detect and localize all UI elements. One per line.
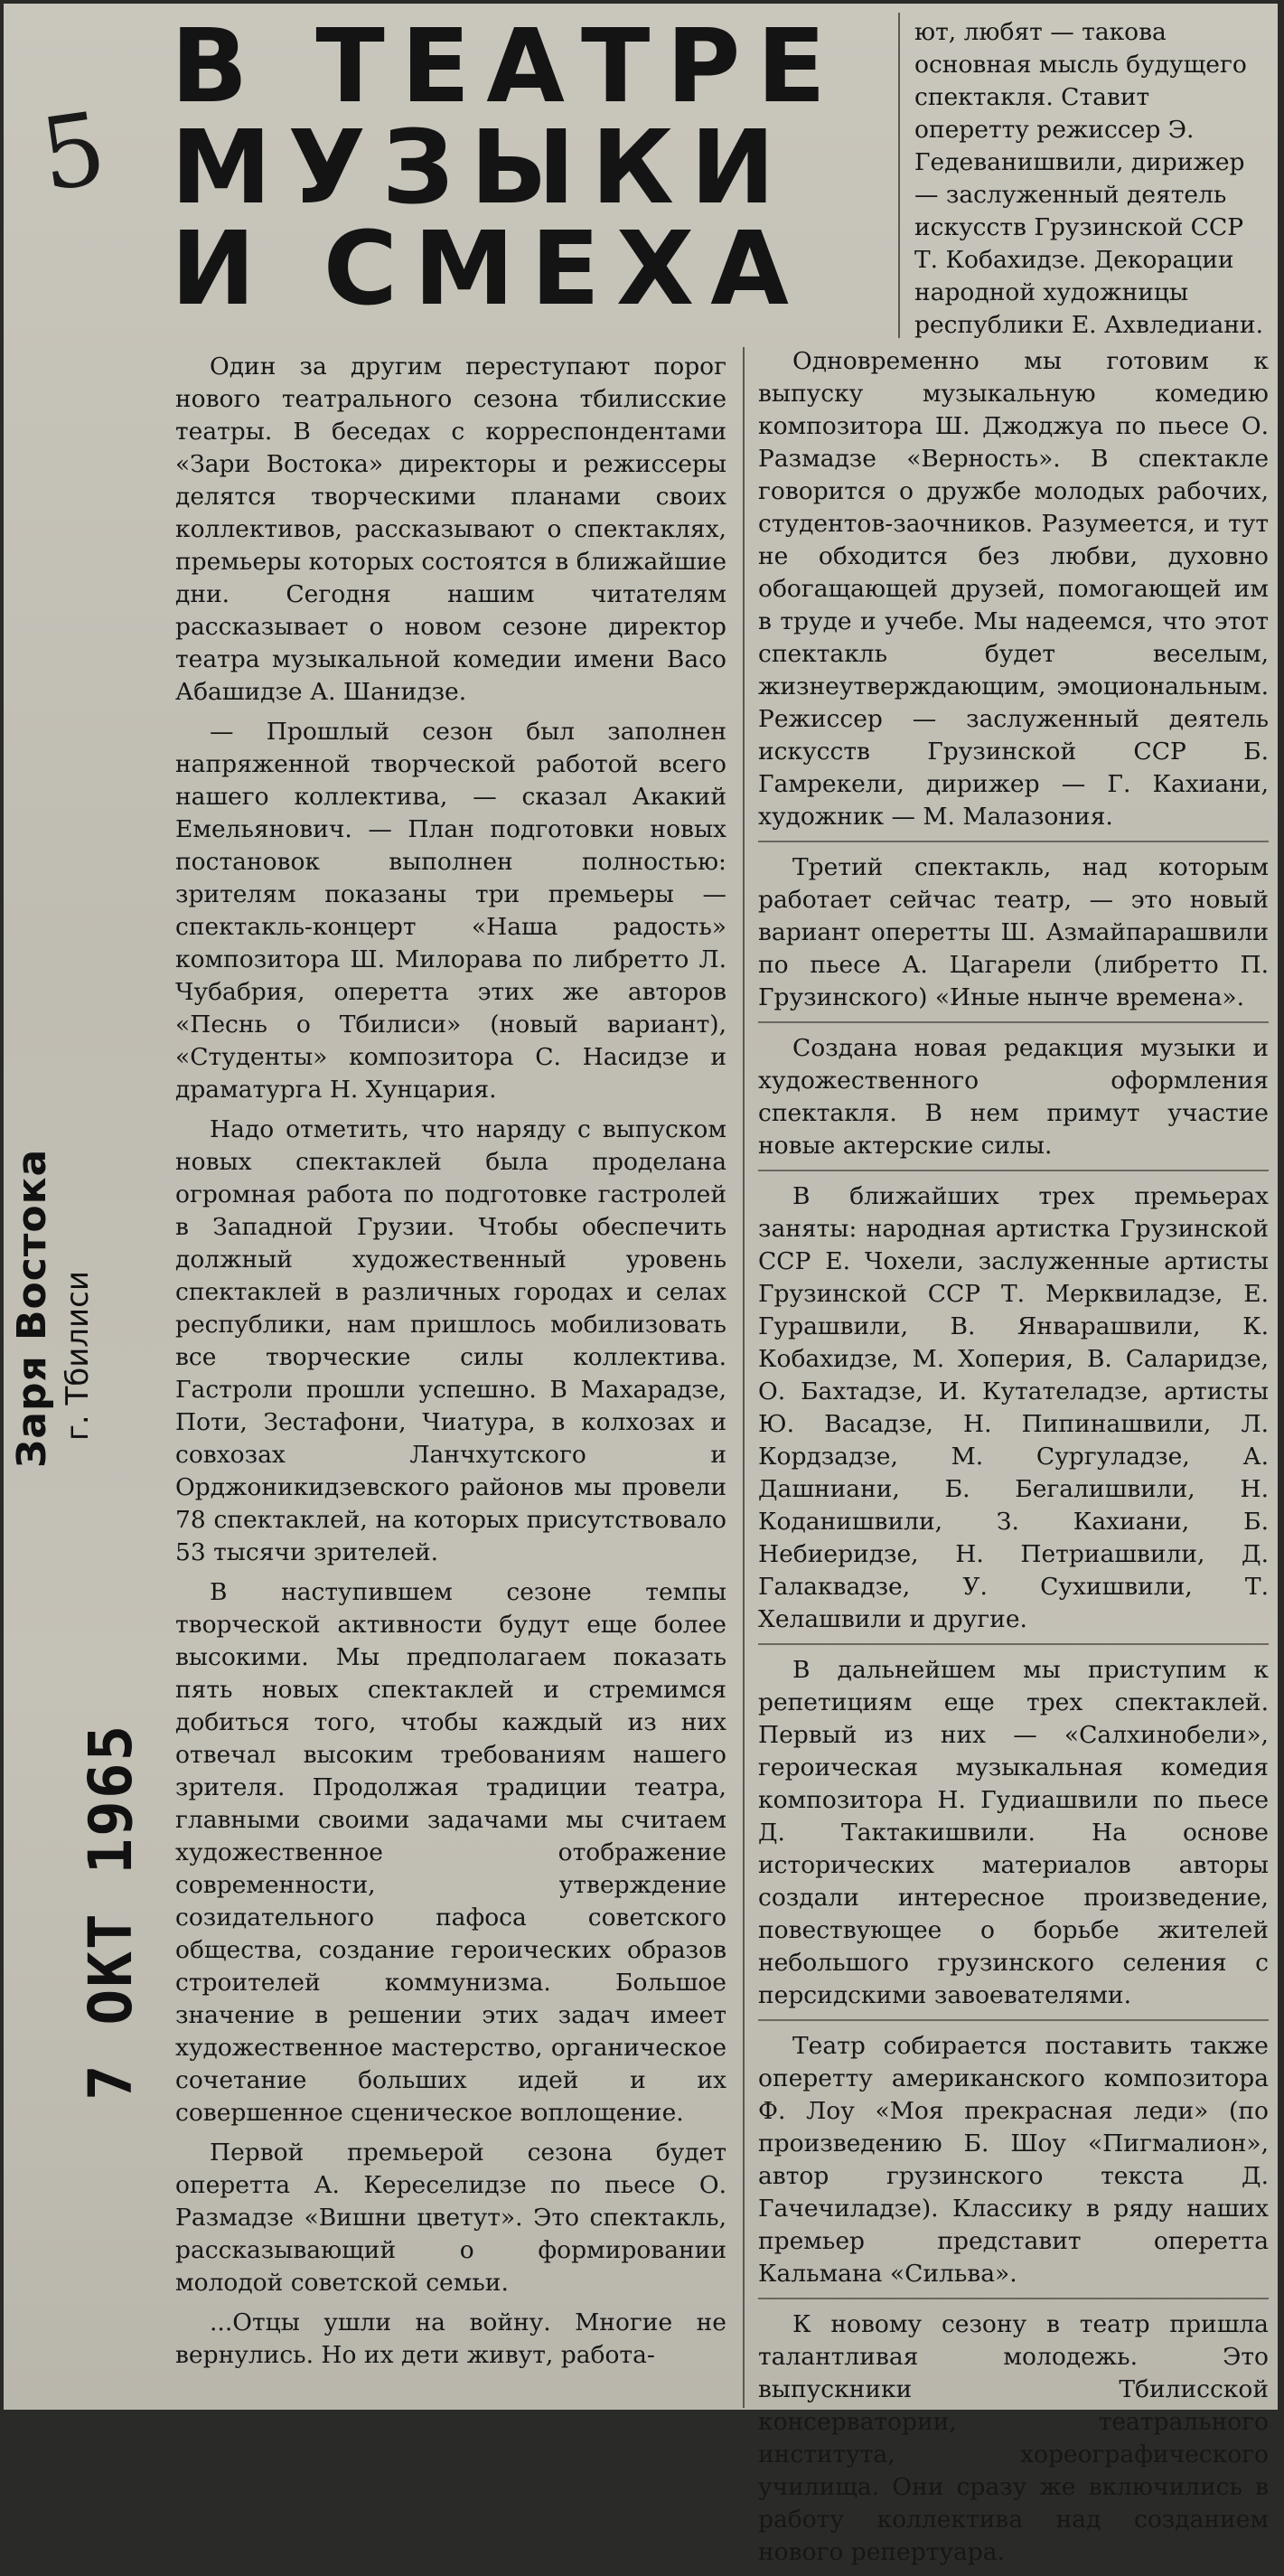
- paragraph-rule: [758, 2019, 1269, 2021]
- headline-line-2: МУЗЫКИ: [171, 109, 792, 227]
- paragraph: Театр собирается поставить также оперетту американского композитора Ф. Лоу «Моя прекрасная леди» (по произведению Б. Шоу «Пигмалион», автор грузинского текста Д. Гачечиладзе). Классику в ряду наших премьер представит оперетта Кальмана «Сильва».: [758, 2032, 1269, 2288]
- paragraph: Первой премьерой сезона будет оперетта А. Кереселидзе по пьесе О. Размадзе «Вишни цветут». Это спектакль, рассказывающий о формировании молодой советской семьи.: [175, 2139, 726, 2297]
- paragraph-rule: [758, 841, 1269, 842]
- right-top-column: [914, 16, 1267, 349]
- headline-divider: [898, 13, 900, 338]
- city-stamp: г. Тбилиси: [60, 1271, 96, 1441]
- handwritten-number: 5: [33, 89, 113, 214]
- column-divider: [743, 347, 745, 2408]
- paragraph: ют, любят — такова основная мысль будущего спектакля. Ставит оперетту режиссер Э. Гедеванишвили, дирижер — заслуженный деятель искусств Грузинской ССР Т. Кобахидзе. Декорации народной художницы республики Е. Ахвледиани.: [914, 18, 1264, 339]
- newspaper-clipping: [4, 4, 1278, 2566]
- paragraph: Третий спектакль, над которым работает сейчас театр, — это новый вариант оперетты Ш. Азмайпарашвили по пьесе А. Цагарели (либретто П. Грузинского) «Иные нынче времена».: [758, 853, 1269, 1011]
- paragraph: В дальнейшем мы приступим к репетициям еще трех спектаклей. Первый из них — «Салхинобели», героическая музыкальная комедия композитора Н. Гудиашвили по пьесе Д. Тактакишвили. На основе исторических материалов авторы создали интересное произведение, повествующее о борьбе жителей небольшого грузинского селения с персидскими завоевателями.: [758, 1656, 1269, 2009]
- paragraph: Надо отметить, что наряду с выпуском новых спектаклей была проделана огромная работа по подготовке гастролей в Западной Грузии. Чтобы обеспечить должный художественный уровень спектаклей в различных городах и селах республики, нам пришлось мобилизовать все творческие силы коллектива. Гастроли прошли успешно. В Махарадзе, Поти, Зестафони, Чиатура, в колхозах и совхозах Ланчхутского и Орджоникидзевского районов мы провели 78 спектаклей, на которых присутствовало 53 тысячи зрителей.: [175, 1115, 726, 1566]
- paragraph-rule: [758, 1170, 1269, 1171]
- paragraph: К новому сезону в театр пришла талантливая молодежь. Это выпускники Тбилисской консерватории, театрального института, хореографического училища. Они сразу же включились в работу коллектива над созданием нового репертуара.: [758, 2310, 1269, 2566]
- headline-line-1: В ТЕАТРЕ: [171, 8, 842, 126]
- paragraph: В наступившем сезоне темпы творческой активности будут еще более высокими. Мы предполагаем показать пять новых спектаклей и стремимся добиться того, чтобы каждый из них отвечал высоким требованиям нашего зрителя. Продолжая традиции театра, главными своими задачами мы считаем художественное отображение современности, утверждение созидательного пафоса советского общества, создание героических образов строителей коммунизма. Большое значение в решении этих задач имеет художественное мастерство, органическое сочетание больших идей и их совершенное сценическое воплощение.: [175, 1578, 726, 2127]
- paragraph: В ближайших трех премьерах заняты: народная артистка Грузинской ССР Е. Чохели, заслуженные артисты Грузинской ССР Т. Мерквиладзе, Е. Гурашвили, В. Январашвили, К. Кобахидзе, М. Хоперия, В. Саларидзе, О. Бахтадзе, И. Кутателадзе, артисты Ю. Васадзе, Н. Пипинашвили, Л. Кордзадзе, М. Сургуладзе, А. Дашниани, Б. Бегалишвили, Н. Коданишвили, З. Кахиани, Б. Небиеридзе, Н. Петриашвили, Д. Галаквадзе, У. Сухишвили, Т. Хелашвили и другие.: [758, 1182, 1269, 1633]
- paragraph-rule: [758, 2298, 1269, 2299]
- paragraph: Один за другим переступают порог нового театрального сезона тбилисские театры. В беседах с корреспондентами «Зари Востока» директоры и режиссеры делятся творческими планами своих коллективов, рассказывают о спектаклях, премьеры которых состоятся в ближайшие дни. Сегодня нашим читателям рассказывает о новом сезоне директор театра музыкальной комедии имени Васо Абашидзе А. Шанидзе.: [175, 353, 726, 706]
- paragraph: Создана новая редакция музыки и художественного оформления спектакля. В нем примут участие новые актерские силы.: [758, 1034, 1269, 1160]
- left-column: [175, 351, 726, 2379]
- headline-line-3: И СМЕХА: [171, 211, 805, 328]
- right-column: [758, 345, 1269, 2576]
- paragraph: — Прошлый сезон был заполнен напряженной творческой работой всего нашего коллектива, — сказал Акакий Емельянович. — План подготовки новых постановок выполнен полностью: зрителям показаны три премьеры — спектакль-концерт «Наша радость» композитора Ш. Милорава по либретто Л. Чубабрия, оперетта этих же авторов «Песнь о Тбилиси» (новый вариант), «Студенты» композитора С. Насидзе и драматурга Н. Хунцария.: [175, 718, 726, 1104]
- date-stamp: 7 ОКТ 1965: [76, 1723, 145, 2101]
- paragraph-rule: [758, 1643, 1269, 1645]
- paragraph-rule: [758, 1021, 1269, 1023]
- headline: [171, 8, 894, 328]
- paragraph: ...Отцы ушли на войну. Многие не вернулись. Но их дети живут, работа-: [175, 2308, 726, 2369]
- paragraph: Одновременно мы готовим к выпуску музыкальную комедию композитора Ш. Джоджуа по пьесе О. Размадзе «Верность». В спектакле говорится о дружбе молодых рабочих, студентов-заочников. Разумеется, и тут не обходится без любви, духовно обогащающей друзей, помогающей им в труде и учебе. Мы надеемся, что этот спектакль будет веселым, жизнеутверждающим, эмоциональным. Режиссер — заслуженный деятель искусств Грузинской ССР Б. Гамрекели, дирижер — Г. Кахиани, художник — М. Малазония.: [758, 347, 1269, 831]
- newspaper-name-stamp: Заря Востока: [9, 1148, 55, 1468]
